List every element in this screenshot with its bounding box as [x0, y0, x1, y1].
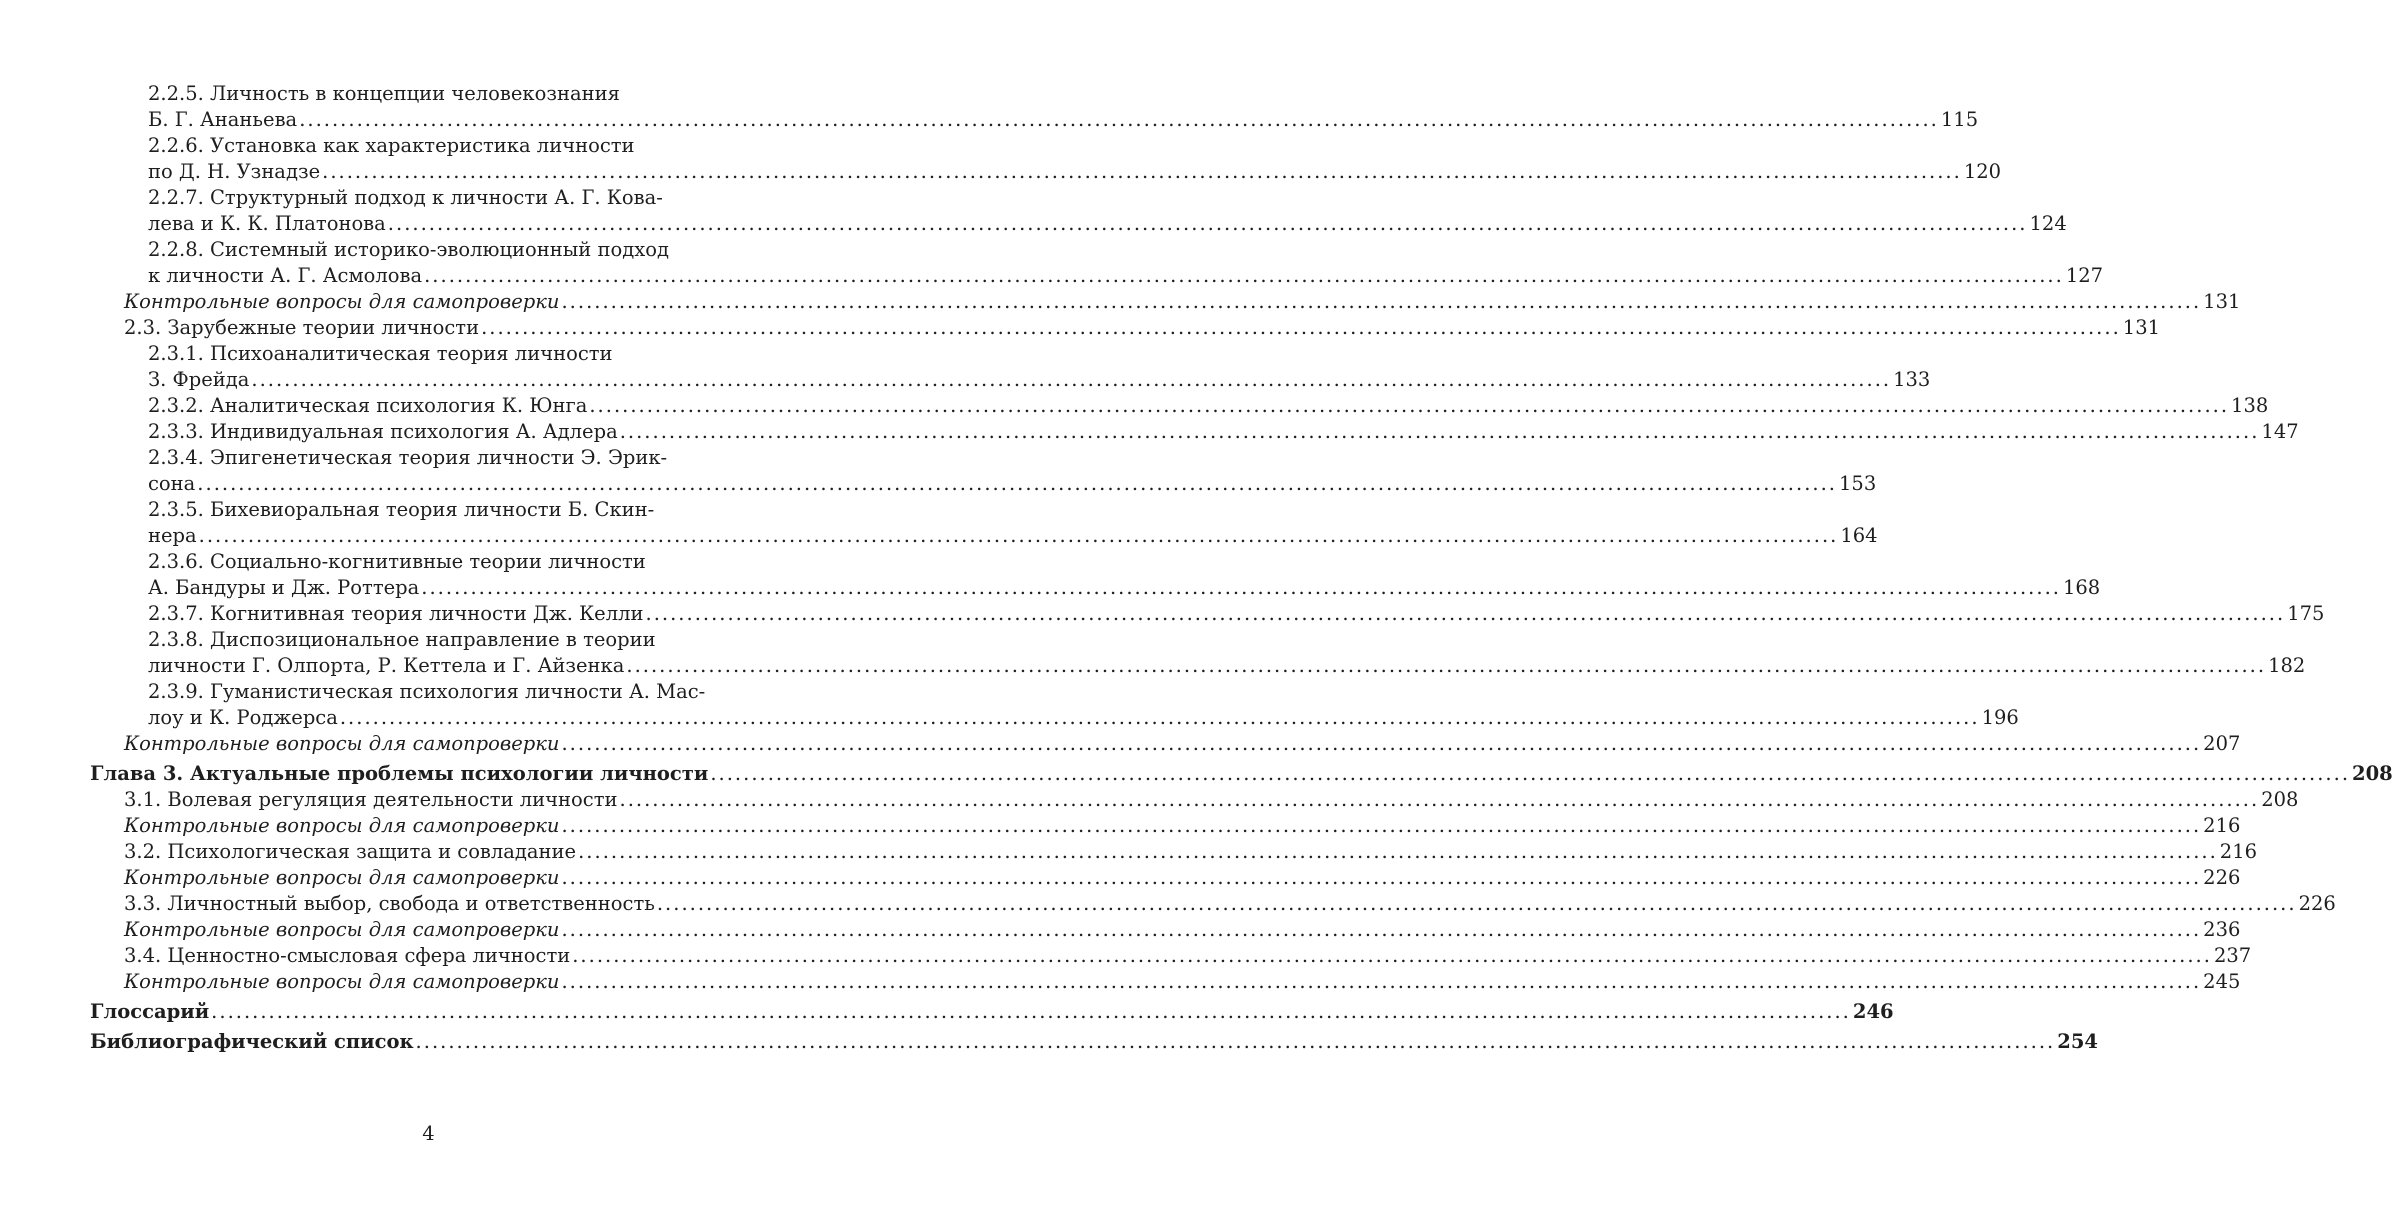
toc-entry[interactable] — [148, 523, 1878, 549]
toc-entry-wrap-line: 2.2.5. Личность в концепции человекознания — [148, 82, 620, 105]
toc-entry-review[interactable] — [124, 731, 2241, 757]
toc-entry-title: 2.3.3. Индивидуальная психология А. Адлера — [148, 420, 618, 443]
dot-leader: ........................................................................................................................................................................................................ — [656, 892, 2297, 915]
toc-entry-title: Контрольные вопросы для самопроверки — [124, 866, 560, 889]
toc-entry-page: 216 — [2203, 814, 2241, 837]
toc-entry-wrap-line: 2.3.6. Социально-когнитивные теории личности — [148, 550, 646, 573]
toc-entry-title: Контрольные вопросы для самопроверки — [124, 814, 560, 837]
dot-leader: ........................................................................................................................................................................................................ — [619, 788, 2260, 811]
toc-entry-page: 216 — [2219, 840, 2258, 863]
toc-entry-page: 147 — [2261, 420, 2299, 443]
toc-entry-title: Контрольные вопросы для самопроверки — [124, 290, 560, 313]
toc-entry-wrap-line: 2.2.8. Системный историко-эволюционный подход — [148, 238, 669, 261]
toc-entry-title: 2.3. Зарубежные теории личности — [124, 316, 480, 339]
toc-entry-chapter[interactable] — [90, 761, 2393, 787]
dot-leader: ........................................................................................................................................................................................................ — [561, 290, 2202, 313]
toc-entry-section[interactable] — [124, 943, 2252, 969]
toc-entry-wrap-line: 2.3.5. Бихевиоральная теория личности Б. Скин- — [148, 498, 655, 521]
toc-entry-title: Глоссарий — [90, 1000, 210, 1023]
toc-entry-glossary[interactable] — [90, 999, 1894, 1025]
toc-entry-title: личности Г. Олпорта, Р. Кеттела и Г. Айзенка — [148, 654, 625, 677]
dot-leader: ........................................................................................................................................................................................................ — [421, 576, 2061, 599]
toc-entry-wrap-line: 2.3.1. Психоаналитическая теория личности — [148, 342, 613, 365]
dot-leader: ........................................................................................................................................................................................................ — [645, 602, 2286, 625]
toc-entry-section[interactable] — [124, 315, 2161, 341]
toc-entry[interactable] — [148, 393, 2269, 419]
toc-entry-title: сона — [148, 472, 196, 495]
toc-entry-page: 207 — [2203, 732, 2241, 755]
toc-entry-page: 208 — [2352, 762, 2393, 785]
dot-leader: ........................................................................................................................................................................................................ — [561, 866, 2202, 889]
toc-entry-title: А. Бандуры и Дж. Роттера — [148, 576, 420, 599]
toc-entry-bibliography[interactable] — [90, 1029, 2098, 1055]
toc-entry-title: 3.3. Личностный выбор, свобода и ответственность — [124, 892, 655, 915]
toc-entry-section[interactable] — [124, 891, 2336, 917]
toc-entry-page: 254 — [2057, 1030, 2098, 1053]
toc-entry-page: 153 — [1839, 472, 1877, 495]
toc-entry-title: лоу и К. Роджерса — [148, 706, 338, 729]
toc-entry-title: 3.4. Ценностно-смысловая сфера личности — [124, 944, 571, 967]
toc-entry-page: 226 — [2203, 866, 2241, 889]
toc-entry-title: З. Фрейда — [148, 368, 250, 391]
toc-entry-page: 208 — [2261, 788, 2299, 811]
table-of-contents — [0, 81, 2393, 1055]
toc-entry-page: 115 — [1940, 108, 1979, 131]
toc-entry-page: 226 — [2298, 892, 2336, 915]
toc-entry-wrap-line: 2.3.8. Диспозициональное направление в теории — [148, 628, 656, 651]
toc-entry-page: 237 — [2213, 944, 2252, 967]
dot-leader: ........................................................................................................................................................................................................ — [710, 762, 2351, 785]
dot-leader: ........................................................................................................................................................................................................ — [424, 264, 2064, 287]
toc-entry[interactable] — [148, 159, 2002, 185]
dot-leader: ........................................................................................................................................................................................................ — [572, 944, 2212, 967]
dot-leader: ........................................................................................................................................................................................................ — [339, 706, 1980, 729]
toc-entry-page: 131 — [2203, 290, 2241, 313]
dot-leader: ........................................................................................................................................................................................................ — [481, 316, 2121, 339]
toc-entry-title: Контрольные вопросы для самопроверки — [124, 918, 560, 941]
toc-entry-review[interactable] — [124, 865, 2241, 891]
dot-leader: ........................................................................................................................................................................................................ — [251, 368, 1892, 391]
dot-leader: ........................................................................................................................................................................................................ — [578, 840, 2218, 863]
toc-entry-page: 245 — [2203, 970, 2241, 993]
toc-entry-title: 3.2. Психологическая защита и совладание — [124, 840, 577, 863]
toc-entry-section[interactable] — [124, 787, 2299, 813]
dot-leader: ........................................................................................................................................................................................................ — [561, 814, 2202, 837]
toc-entry-title: лева и К. К. Платонова — [148, 212, 386, 235]
toc-entry-page: 127 — [2065, 264, 2104, 287]
toc-entry-review[interactable] — [124, 813, 2241, 839]
toc-entry-title: Б. Г. Ананьева — [148, 108, 298, 131]
toc-entry-page: 164 — [1840, 524, 1878, 547]
toc-entry-page: 133 — [1893, 368, 1931, 391]
toc-entry-title: 2.3.7. Когнитивная теория личности Дж. Келли — [148, 602, 644, 625]
toc-entry-page: 246 — [1852, 1000, 1894, 1023]
toc-entry-wrap-line: 2.3.4. Эпигенетическая теория личности Э. Эрик- — [148, 446, 668, 469]
toc-entry-page: 175 — [2287, 602, 2325, 625]
toc-entry-review[interactable] — [124, 917, 2241, 943]
toc-entry-title: 2.3.2. Аналитическая психология К. Юнга — [148, 394, 588, 417]
dot-leader: ........................................................................................................................................................................................................ — [589, 394, 2230, 417]
toc-entry-page: 124 — [2029, 212, 2067, 235]
toc-entry-title: Контрольные вопросы для самопроверки — [124, 970, 560, 993]
toc-entry[interactable] — [148, 471, 1877, 497]
toc-entry-page: 120 — [1963, 160, 2002, 183]
toc-entry[interactable] — [148, 263, 2104, 289]
dot-leader: ........................................................................................................................................................................................................ — [561, 732, 2202, 755]
toc-entry[interactable] — [148, 601, 2325, 627]
toc-entry-review[interactable] — [124, 969, 2241, 995]
dot-leader: ........................................................................................................................................................................................................ — [561, 918, 2202, 941]
dot-leader: ........................................................................................................................................................................................................ — [415, 1030, 2056, 1053]
toc-entry[interactable] — [148, 575, 2101, 601]
toc-entry-page: 182 — [2268, 654, 2306, 677]
toc-entry[interactable] — [148, 419, 2299, 445]
dot-leader: ........................................................................................................................................................................................................ — [211, 1000, 1851, 1023]
toc-entry-wrap-line: 2.2.7. Структурный подход к личности А. Г. Кова- — [148, 186, 663, 209]
toc-entry[interactable] — [148, 653, 2306, 679]
dot-leader: ........................................................................................................................................................................................................ — [322, 160, 1962, 183]
dot-leader: ........................................................................................................................................................................................................ — [619, 420, 2260, 443]
toc-entry-wrap-line: 2.2.6. Установка как характеристика личности — [148, 134, 635, 157]
toc-entry-wrap-line: 2.3.9. Гуманистическая психология личности А. Мас- — [148, 680, 706, 703]
toc-entry-review[interactable] — [124, 289, 2241, 315]
toc-entry[interactable] — [148, 367, 1931, 393]
toc-entry-title: Глава 3. Актуальные проблемы психологии личности — [90, 762, 709, 785]
toc-entry-title: 3.1. Волевая регуляция деятельности личности — [124, 788, 618, 811]
toc-entry[interactable] — [148, 211, 2067, 237]
toc-entry[interactable] — [148, 107, 1979, 133]
page-number: 4 — [422, 1122, 435, 1145]
dot-leader: ........................................................................................................................................................................................................ — [197, 472, 1837, 495]
toc-entry-page: 236 — [2203, 918, 2241, 941]
toc-entry-title: Контрольные вопросы для самопроверки — [124, 732, 560, 755]
toc-entry-section[interactable] — [124, 839, 2258, 865]
dot-leader: ........................................................................................................................................................................................................ — [198, 524, 1839, 547]
toc-entry-page: 131 — [2122, 316, 2161, 339]
toc-entry-page: 168 — [2062, 576, 2101, 599]
dot-leader: ........................................................................................................................................................................................................ — [299, 108, 1939, 131]
dot-leader: ........................................................................................................................................................................................................ — [626, 654, 2267, 677]
toc-entry-title: по Д. Н. Узнадзе — [148, 160, 321, 183]
toc-entry-page: 196 — [1981, 706, 2019, 729]
toc-entry-title: нера — [148, 524, 197, 547]
toc-entry-page: 138 — [2231, 394, 2269, 417]
toc-entry[interactable] — [148, 705, 2019, 731]
toc-entry-title: к личности А. Г. Асмолова — [148, 264, 423, 287]
dot-leader: ........................................................................................................................................................................................................ — [561, 970, 2202, 993]
dot-leader: ........................................................................................................................................................................................................ — [387, 212, 2028, 235]
toc-entry-title: Библиографический список — [90, 1030, 414, 1053]
